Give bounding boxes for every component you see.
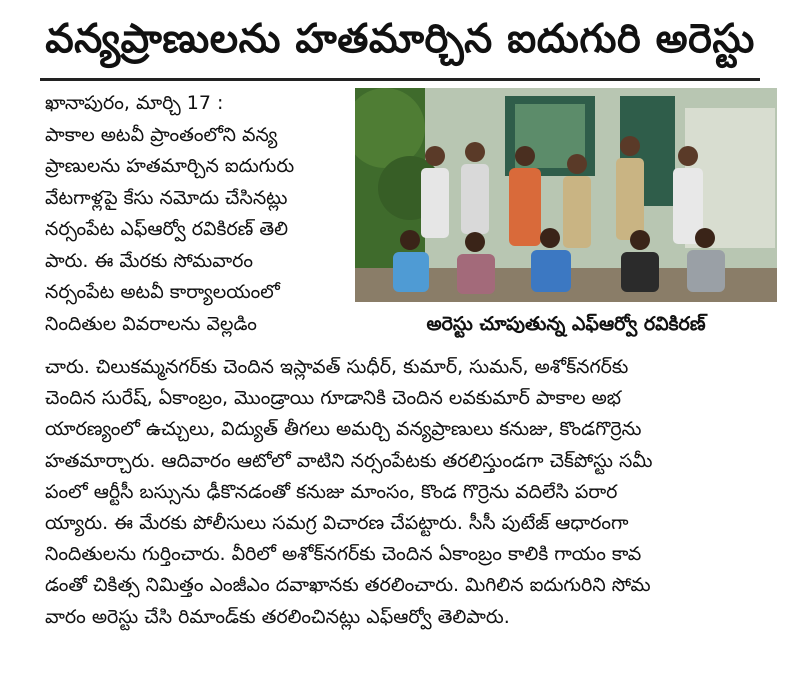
lead-line: పాకాల అటవీ ప్రాంతంలోని వన్య [45, 123, 278, 146]
body-line: డంతో చికిత్స నిమిత్తం ఎంజీఎం దవాఖానకు తరలించారు. మిగిలిన ఐదుగురిని సోమ [45, 574, 651, 597]
lead-line: పారు. ఈ మేరకు సోమవారం [45, 249, 254, 272]
body-line: పంలో ఆర్టీసీ బస్సును ఢీకొనడంతో కనుజు మాంసం, కొండ గొర్రెను వదిలేసి పరార [45, 480, 618, 503]
lead-line: ఖానాపురం, మార్చి 17 : [45, 92, 224, 114]
body-column [45, 352, 780, 633]
arrest-photo [355, 88, 777, 302]
body-line: యారణ్యంలో ఉచ్చులు, విద్యుత్ తీగలు అమర్చి వన్యప్రాణులు కనుజు, కొండగొర్రెను [45, 418, 642, 441]
arrest-photo-illustration [355, 88, 777, 302]
lead-line: నిందితుల వివరాలను వెల్లడిం [45, 312, 257, 335]
body-line: చారు. చిలుకమ్మనగర్‌కు చెందిన ఇస్లావత్ సుధీర్, కుమార్, సుమన్, అశోక్‌నగర్‌కు [45, 356, 629, 378]
photo-caption: అరెస్టు చూపుతున్న ఎఫ్ఆర్వో రవికిరణ్ [426, 313, 706, 335]
article-headline: వన్యప్రాణులను హతమార్చిన ఐదుగురి అరెస్టు [45, 16, 755, 62]
body-line: హతమార్చారు. ఆదివారం ఆటోలో వాటిని నర్సంపేటకు తరలిస్తుండగా చెక్‌పోస్టు సమీ [45, 449, 653, 472]
headline-divider [40, 78, 760, 81]
body-line: య్యారు. ఈ మేరకు పోలీసులు సమగ్ర విచారణ చేపట్టారు. సీసీ పుటేజ్ ఆధారంగా [45, 511, 629, 534]
lead-line: వేటగాళ్లపై కేసు నమోదు చేసినట్లు [45, 186, 288, 209]
lead-line: ప్రాణులను హతమార్చిన ఐదుగురు [45, 155, 295, 177]
lead-column [45, 88, 347, 340]
body-line: నిందితులను గుర్తించారు. వీరిలో అశోక్‌నగర్‌కు చెందిన ఏకాంబ్రం కాలికి గాయం కావ [45, 543, 642, 566]
body-line: చెందిన సురేష్, ఏకాంబ్రం, మొండ్రాయి గూడానికి చెందిన లవకుమార్ పాకాల అభ [45, 387, 622, 410]
body-line: వారం అరెస్టు చేసి రిమాండ్‌కు తరలించినట్లు ఎఫ్ఆర్వో తెలిపారు. [45, 605, 510, 628]
lead-line: నర్సంపేట ఎఫ్ఆర్వో రవికిరణ్ తెలి [45, 218, 289, 240]
photo-block [355, 88, 777, 350]
lead-line: నర్సంపేట అటవీ కార్యాలయంలో [45, 281, 280, 303]
